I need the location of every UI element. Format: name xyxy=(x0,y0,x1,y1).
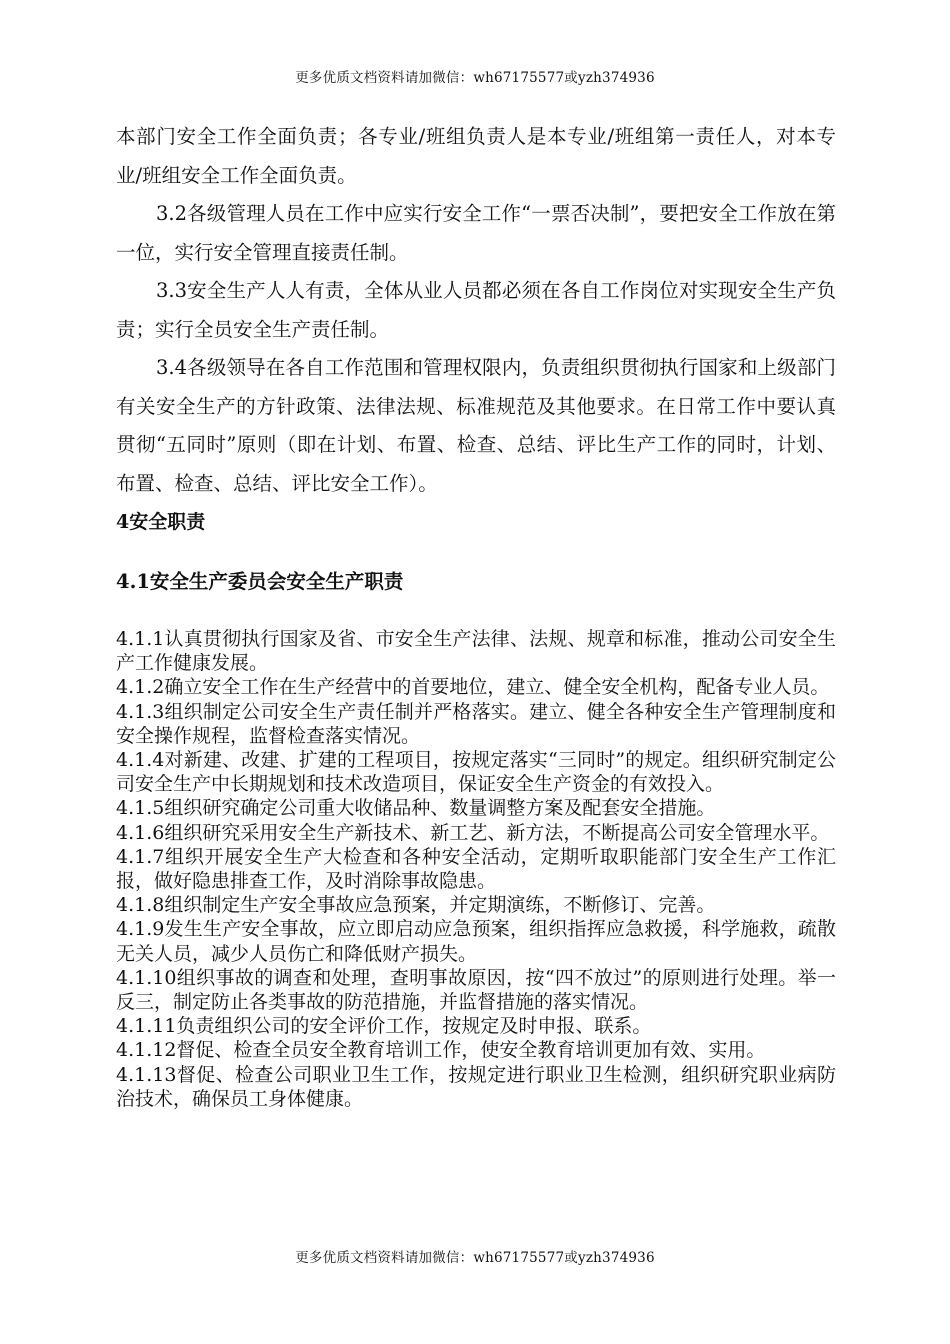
duty-item: 4.1.1认真贯彻执行国家及省、市安全生产法律、法规、规章和标准，推动公司安全生产工作健康发展。 xyxy=(116,628,836,675)
duty-item: 4.1.6组织研究采用安全生产新技术、新工艺、新方法，不断提高公司安全管理水平。 xyxy=(116,821,830,844)
paragraph-3-3: 3.3安全生产人人有责，全体从业人员都必须在各自工作岗位对实现安全生产负责；实行全员安全生产责任制。 xyxy=(116,279,836,341)
duty-item: 4.1.9发生生产安全事故，应立即启动应急预案，组织指挥应急救援，科学施救，疏散无关人员，减少人员伤亡和降低财产损失。 xyxy=(116,918,836,965)
section-4-heading: 4安全职责 xyxy=(116,511,206,533)
duty-item: 4.1.5组织研究确定公司重大收储品种、数量调整方案及配套安全措施。 xyxy=(116,797,716,820)
duty-item: 4.1.8组织制定生产安全事故应急预案，并定期演练，不断修订、完善。 xyxy=(116,894,716,917)
page-header: 更多优质文档资料请加微信：wh67175577或yzh374936 xyxy=(295,70,655,86)
paragraph-3-4: 3.4各级领导在各自工作范围和管理权限内，负责组织贯彻执行国家和上级部门有关安全生产的方针政策、法律法规、标准规范及其他要求。在日常工作中要认真贯彻“五同时”原则（即在计划、布置、检查、总结、评比生产工作的同时，计划、布置、检查、总结、评比安全工作）。 xyxy=(116,356,836,495)
document-body xyxy=(116,118,836,1111)
paragraph-3-1-continued: 本部门安全工作全面负责；各专业/班组负责人是本专业/班组第一责任人，对本专业/班组安全工作全面负责。 xyxy=(116,125,836,187)
page-footer: 更多优质文档资料请加微信：wh67175577或yzh374936 xyxy=(295,1250,655,1266)
duty-item: 4.1.7组织开展安全生产大检查和各种安全活动，定期听取职能部门安全生产工作汇报，做好隐患排查工作，及时消除事故隐患。 xyxy=(116,845,836,893)
duty-item: 4.1.4对新建、改建、扩建的工程项目，按规定落实“三同时”的规定。组织研究制定公司安全生产中长期规划和技术改造项目，保证安全生产资金的有效投入。 xyxy=(116,749,836,796)
duty-item: 4.1.3组织制定公司安全生产责任制并严格落实。建立、健全各种安全生产管理制度和安全操作规程，监督检查落实情况。 xyxy=(116,700,836,747)
duty-list xyxy=(116,627,836,1111)
duty-item: 4.1.11负责组织公司的安全评价工作，按规定及时申报、联系。 xyxy=(116,1015,652,1038)
duty-item: 4.1.13督促、检查公司职业卫生工作，按规定进行职业卫生检测，组织研究职业病防治技术，确保员工身体健康。 xyxy=(116,1063,836,1110)
duty-item: 4.1.10组织事故的调查和处理，查明事故原因，按“四不放过”的原则进行处理。举一反三，制定防止各类事故的防范措施，并监督措施的落实情况。 xyxy=(116,966,836,1014)
duty-item: 4.1.2确立安全工作在生产经营中的首要地位，建立、健全安全机构，配备专业人员。 xyxy=(116,676,830,699)
paragraph-3-2: 3.2各级管理人员在工作中应实行安全工作“一票否决制”，要把安全工作放在第一位，实行安全管理直接责任制。 xyxy=(116,202,836,264)
duty-item: 4.1.12督促、检查全员安全教育培训工作，使安全教育培训更加有效、实用。 xyxy=(116,1039,766,1062)
section-4-1-heading: 4.1安全生产委员会安全生产职责 xyxy=(116,570,404,593)
